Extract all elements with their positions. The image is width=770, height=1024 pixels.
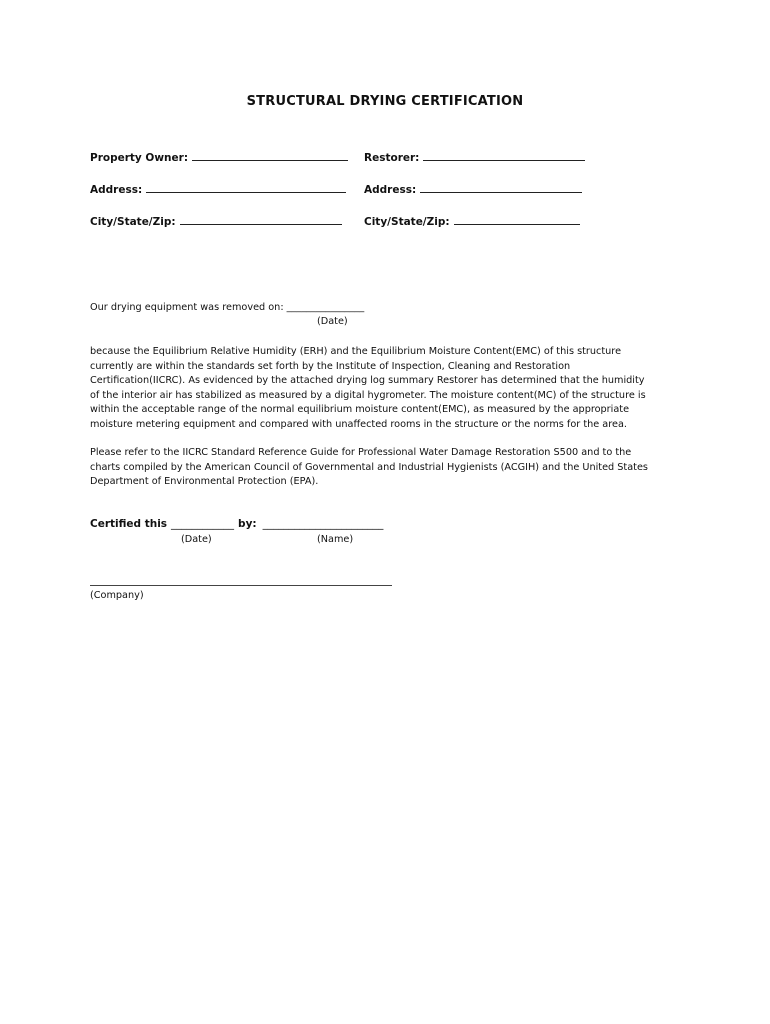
restorer-address-field (364, 181, 582, 196)
property-owner-field (90, 149, 348, 164)
owner-address-field (90, 181, 346, 196)
restorer-input-line[interactable] (423, 149, 585, 161)
paragraph-line: Department of Environmental Protection (EPA). (90, 476, 319, 487)
paragraph-line: moisture metering equipment and compared with unaffected rooms in the structure or the norms for the area. (90, 418, 627, 430)
company-caption: (Company) (90, 590, 144, 601)
restorer-city-input-line[interactable] (454, 213, 580, 225)
restorer-address-input-line[interactable] (420, 181, 582, 193)
restorer-label: Restorer: (364, 152, 420, 164)
certified-name-blank[interactable]: _______________________ (262, 518, 384, 530)
certified-date-caption: (Date) (181, 534, 212, 545)
company-signature-line[interactable] (90, 585, 392, 586)
restorer-city-field (364, 213, 580, 228)
owner-city-label: City/State/Zip: (90, 216, 176, 228)
paragraph-erh (90, 345, 680, 432)
property-owner-input-line[interactable] (192, 149, 348, 161)
certified-label: Certified this (90, 518, 168, 530)
paragraph-line: because the Equilibrium Relative Humidity (ERH) and the Equilibrium Moisture Content(EMC) of this structure (90, 346, 622, 357)
owner-city-field (90, 213, 342, 228)
paragraph-line: Please refer to the IICRC Standard Reference Guide for Professional Water Damage Restoration S500 and to the (90, 447, 632, 458)
certification-line (90, 518, 383, 530)
owner-address-label: Address: (90, 184, 143, 196)
removal-date-caption: (Date) (317, 316, 348, 327)
by-label: by: (238, 518, 257, 530)
paragraph-reference (90, 446, 680, 490)
restorer-address-label: Address: (364, 184, 417, 196)
paragraph-line: charts compiled by the American Council of Governmental and Industrial Hygienists (ACGIH) and the United States (90, 461, 648, 473)
certified-date-blank[interactable]: ____________ (171, 518, 235, 530)
document-title: STRUCTURAL DRYING CERTIFICATION (246, 94, 524, 109)
paragraph-line: currently are within the standards set forth by the Institute of Inspection, Cleaning and Restoration (90, 360, 571, 372)
paragraph-line: Certification(IICRC). As evidenced by the attached drying log summary Restorer has determined that the humidity (90, 375, 645, 386)
owner-address-input-line[interactable] (146, 181, 346, 193)
removal-statement: Our drying equipment was removed on: ________________ (90, 302, 365, 313)
paragraph-line: within the acceptable range of the normal equilibrium moisture content(EMC), as measured by the appropriate (90, 404, 630, 415)
restorer-city-label: City/State/Zip: (364, 216, 450, 228)
owner-city-input-line[interactable] (180, 213, 342, 225)
restorer-field (364, 149, 585, 164)
paragraph-line: of the interior air has stabilized as measured by a digital hygrometer. The moisture content(MC) of the structure is (90, 389, 646, 401)
certified-name-caption: (Name) (317, 534, 354, 545)
property-owner-label: Property Owner: (90, 152, 189, 164)
